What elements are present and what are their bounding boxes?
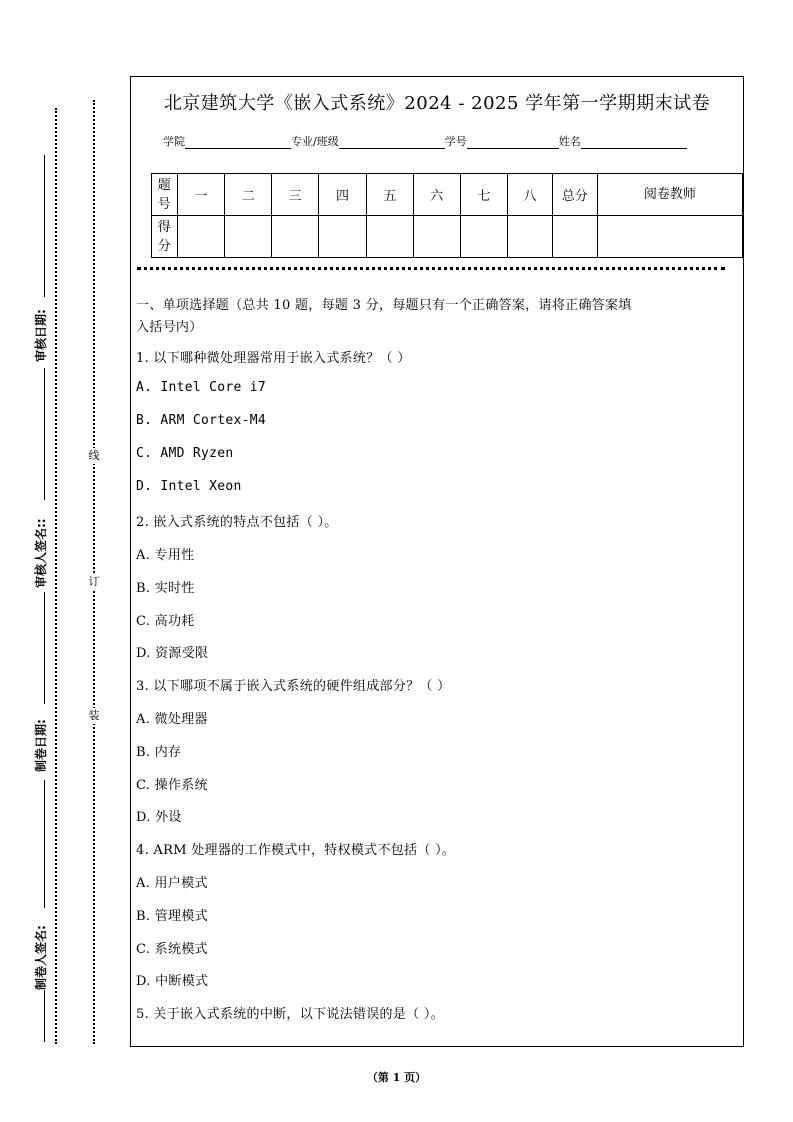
exam-title: 北京建筑大学《嵌入式系统》2024 - 2025 学年第一学期期末试卷 <box>163 93 711 114</box>
reviewer-signature-label: 审核人签名:: <box>34 518 48 588</box>
column-5: 五 <box>366 174 413 216</box>
question-2: 2. 嵌入式系统的特点不包括（ ）。 <box>136 515 338 530</box>
exam-frame <box>130 76 744 1047</box>
question-2-option-c: C. 高功耗 <box>136 614 195 629</box>
question-4-option-c: C. 系统模式 <box>136 942 208 957</box>
major-class-label: 专业/班级 <box>291 135 339 148</box>
student-id-label: 学号 <box>444 135 467 148</box>
question-2-option-b: B. 实时性 <box>136 581 195 596</box>
question-3-option-c: C. 操作系统 <box>136 778 208 793</box>
score-cell-4[interactable] <box>319 216 367 258</box>
binding-solid-line-5 <box>44 990 45 1042</box>
student-info-row <box>163 133 687 149</box>
column-total: 总分 <box>552 174 597 216</box>
score-cell-3[interactable] <box>272 216 319 258</box>
column-8: 八 <box>508 174 552 216</box>
compile-date-label: 制卷日期: <box>34 719 48 772</box>
column-2: 二 <box>225 174 272 216</box>
question-1-option-d: D. Intel Xeon <box>136 479 242 494</box>
major-class-field[interactable] <box>339 136 445 149</box>
binding-char-bind: 装 <box>88 709 100 722</box>
question-1-option-b: B. ARM Cortex-M4 <box>136 413 267 428</box>
question-2-option-a: A. 专用性 <box>136 548 195 563</box>
question-3-option-a: A. 微处理器 <box>136 712 208 727</box>
college-label: 学院 <box>163 135 185 148</box>
column-1: 一 <box>177 174 225 216</box>
binding-char-staple: 订 <box>88 575 100 588</box>
question-3-option-d: D. 外设 <box>136 810 182 825</box>
question-1: 1. 以下哪种微处理器常用于嵌入式系统？（ ） <box>136 351 411 366</box>
score-cell-1[interactable] <box>177 216 225 258</box>
score-row-header: 得分 <box>152 216 178 258</box>
score-table-score-row <box>152 216 743 258</box>
question-4-option-d: D. 中断模式 <box>136 974 209 989</box>
binding-solid-line-2 <box>44 368 45 500</box>
question-1-option-c: C. AMD Ryzen <box>136 446 234 461</box>
binding-dotted-line-outer <box>55 108 57 1044</box>
score-cell-7[interactable] <box>460 216 508 258</box>
binding-dotted-line-inner <box>93 100 95 1044</box>
binding-char-line: 线 <box>88 449 100 462</box>
question-3-option-b: B. 内存 <box>136 745 182 760</box>
name-field[interactable] <box>581 136 687 149</box>
score-cell-total[interactable] <box>552 216 597 258</box>
section-heading: 一、单项选择题（总共 10 题，每题 3 分，每题只有一个正确答案，请将正确答案填 <box>136 298 632 313</box>
compiler-signature-label: 制卷人签名: <box>34 925 48 990</box>
score-cell-grader[interactable] <box>597 216 742 258</box>
score-cell-2[interactable] <box>225 216 272 258</box>
question-number-header: 题号 <box>152 174 178 216</box>
question-4-option-b: B. 管理模式 <box>136 909 208 924</box>
name-label: 姓名 <box>558 135 581 148</box>
score-cell-8[interactable] <box>508 216 552 258</box>
page-number: （第 1 页） <box>366 1071 427 1084</box>
binding-solid-line-4 <box>44 780 45 908</box>
college-field[interactable] <box>185 136 291 149</box>
header-separator <box>137 267 725 270</box>
column-grader: 阅卷教师 <box>597 174 742 216</box>
review-date-label: 审核日期: <box>34 309 48 362</box>
student-id-field[interactable] <box>467 136 559 149</box>
column-6: 六 <box>413 174 460 216</box>
question-2-option-d: D. 资源受限 <box>136 646 209 661</box>
binding-solid-line-3 <box>44 592 45 704</box>
column-4: 四 <box>319 174 367 216</box>
question-1-option-a: A. Intel Core i7 <box>136 380 267 395</box>
question-3: 3. 以下哪项不属于嵌入式系统的硬件组成部分？（ ） <box>136 679 451 694</box>
score-cell-5[interactable] <box>366 216 413 258</box>
score-table <box>151 173 743 258</box>
section-heading-cont: 入括号内） <box>136 320 203 335</box>
score-cell-6[interactable] <box>413 216 460 258</box>
question-5: 5. 关于嵌入式系统的中断，以下说法错误的是（ ）。 <box>136 1007 444 1022</box>
score-table-header-row <box>152 174 743 216</box>
column-7: 七 <box>460 174 508 216</box>
question-4: 4. ARM 处理器的工作模式中，特权模式不包括（ ）。 <box>136 843 456 858</box>
binding-solid-line-1 <box>44 155 45 297</box>
question-4-option-a: A. 用户模式 <box>136 876 208 891</box>
column-3: 三 <box>272 174 319 216</box>
